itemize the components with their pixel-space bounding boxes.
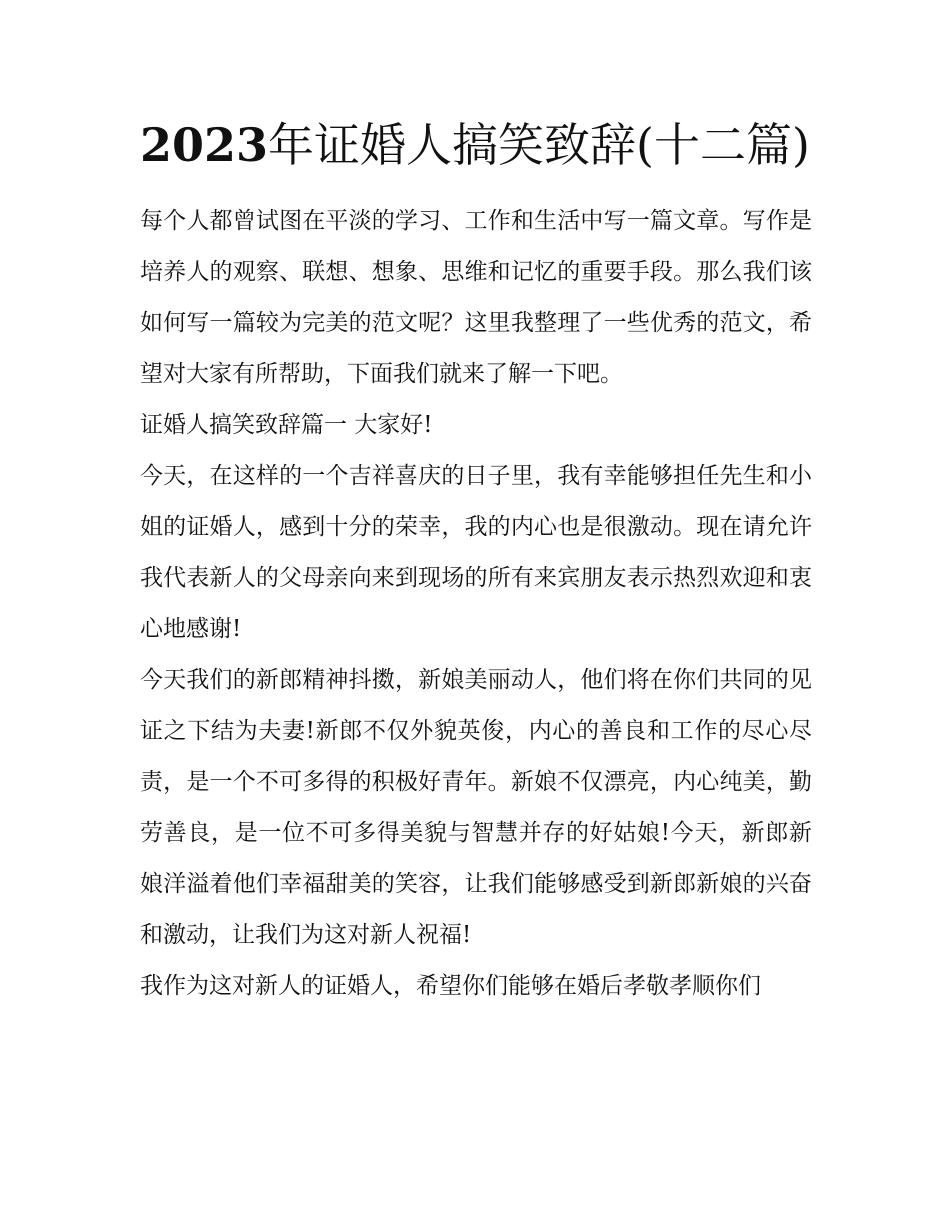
paragraph-wishes: 我作为这对新人的证婚人，希望你们能够在婚后孝敬孝顺你们 — [140, 973, 761, 999]
paragraph-couple: 今天我们的新郎精神抖擞，新娘美丽动人，他们将在你们共同的见证之下结为夫妻!新郎不仅外貌英俊，内心的善良和工作的尽心尽责，是一个不可多得的积极好青年。新娘不仅漂亮，内心纯美，勤劳善良，是一位不可多得美貌与智慧并存的好姑娘!今天，新郎新娘洋溢着他们幸福甜美的笑容，让我们能够感受到新郎新娘的兴奋和激动，让我们为这对新人祝福! — [140, 667, 812, 948]
document-title — [140, 112, 812, 178]
title-year: 2023 — [140, 118, 269, 172]
document-page — [140, 112, 812, 1012]
title-text: 年证婚人搞笑致辞(十二篇) — [268, 118, 810, 172]
paragraph-intro: 每个人都曾试图在平淡的学习、工作和生活中写一篇文章。写作是培养人的观察、联想、想象、思维和记忆的重要手段。那么我们该如何写一篇较为完美的范文呢？这里我整理了一些优秀的范文，希望对大家有所帮助，下面我们就来了解一下吧。 — [140, 208, 812, 387]
document-body — [140, 196, 812, 1012]
paragraph-section-heading: 证婚人搞笑致辞篇一 大家好! — [140, 412, 433, 438]
paragraph-greeting: 今天，在这样的一个吉祥喜庆的日子里，我有幸能够担任先生和小姐的证婚人，感到十分的荣幸，我的内心也是很激动。现在请允许我代表新人的父母亲向来到现场的所有来宾朋友表示热烈欢迎和衷心地感谢! — [140, 463, 812, 642]
